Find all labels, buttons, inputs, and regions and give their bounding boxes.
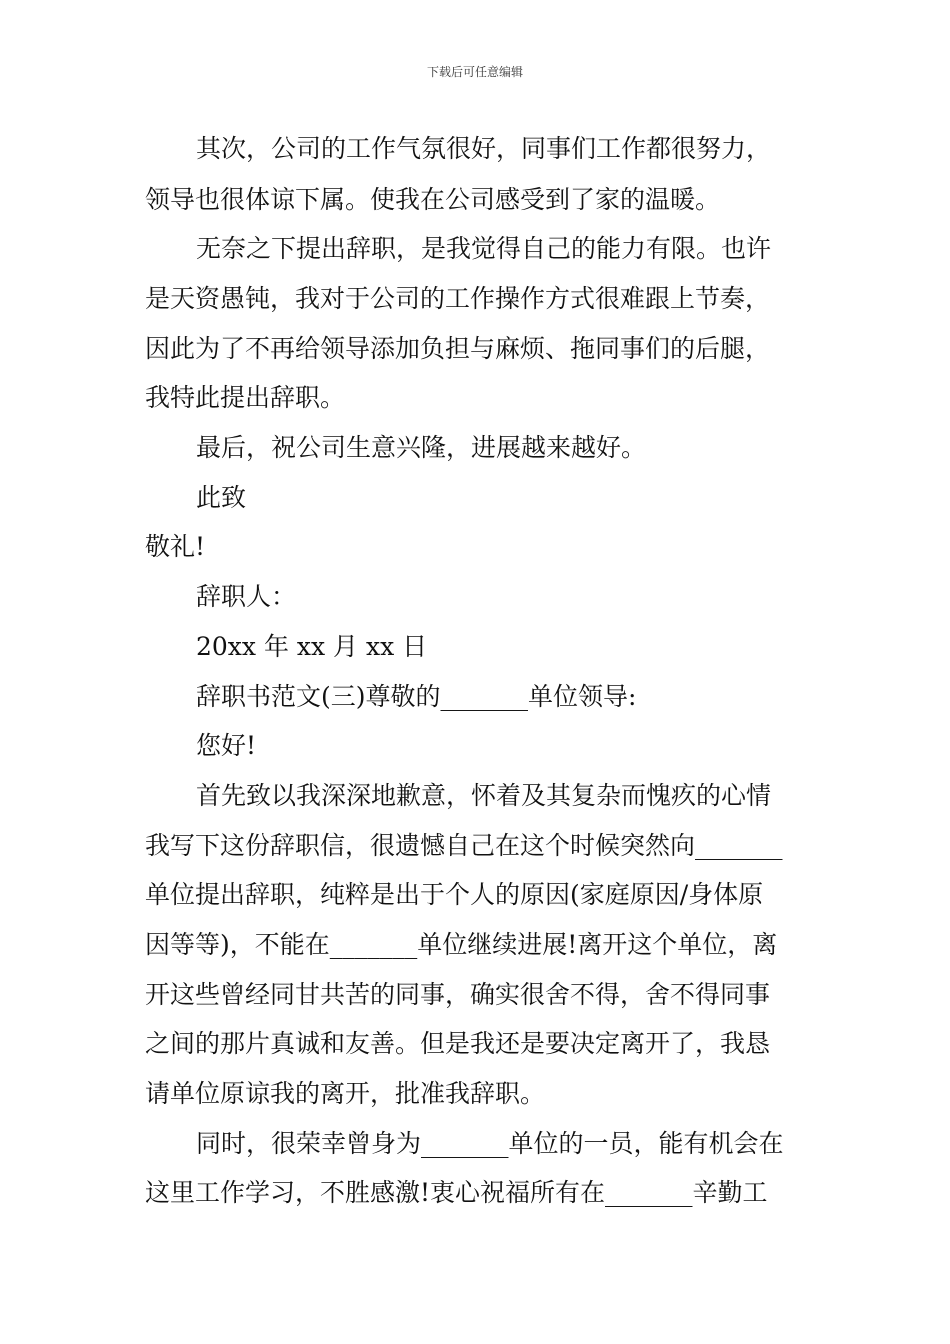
text-line: 我特此提出辞职。: [145, 383, 346, 412]
text-line: 请单位原谅我的离开，批准我辞职。: [145, 1079, 546, 1108]
text-line: 开这些曾经同甘共苦的同事，确实很舍不得，舍不得同事: [145, 980, 771, 1009]
text-line: 是天资愚钝，我对于公司的工作操作方式很难跟上节奏，: [145, 284, 771, 313]
text-line: 我写下这份辞职信，很遗憾自己在这个时候突然向_______: [145, 831, 783, 860]
text-line: 最后，祝公司生意兴隆，进展越来越好。: [196, 433, 647, 462]
text-line: 无奈之下提出辞职，是我觉得自己的能力有限。也许: [196, 234, 772, 263]
text-line: 因此为了不再给领导添加负担与麻烦、拖同事们的后腿，: [145, 334, 771, 363]
text-line: 这里工作学习，不胜感激!衷心祝福所有在_______辛勤工: [145, 1178, 768, 1207]
text-line: 辞职书范文(三)尊敬的_______单位领导:: [196, 682, 637, 711]
text-line: 首先致以我深深地歉意，怀着及其复杂而愧疚的心情: [196, 781, 772, 810]
text-line: 其次，公司的工作气氛很好，同事们工作都很努力，: [196, 134, 772, 163]
text-line: 之间的那片真诚和友善。但是我还是要决定离开了，我恳: [145, 1029, 771, 1058]
text-line: 您好!: [196, 731, 257, 760]
text-line: 同时，很荣幸曾身为_______单位的一员，能有机会在: [196, 1129, 784, 1158]
text-line: 单位提出辞职，纯粹是出于个人的原因(家庭原因/身体原: [145, 880, 764, 909]
text-line: 辞职人：: [196, 582, 297, 611]
text-line: 此致: [196, 483, 247, 512]
page-header-note: 下载后可任意编辑: [426, 65, 523, 79]
text-line: 20xx 年 xx 月 xx 日: [196, 632, 428, 661]
text-line: 敬礼!: [145, 532, 206, 561]
text-line: 领导也很体谅下属。使我在公司感受到了家的温暖。: [145, 185, 721, 214]
text-line: 因等等)，不能在_______单位继续进展!离开这个单位，离: [145, 930, 778, 959]
